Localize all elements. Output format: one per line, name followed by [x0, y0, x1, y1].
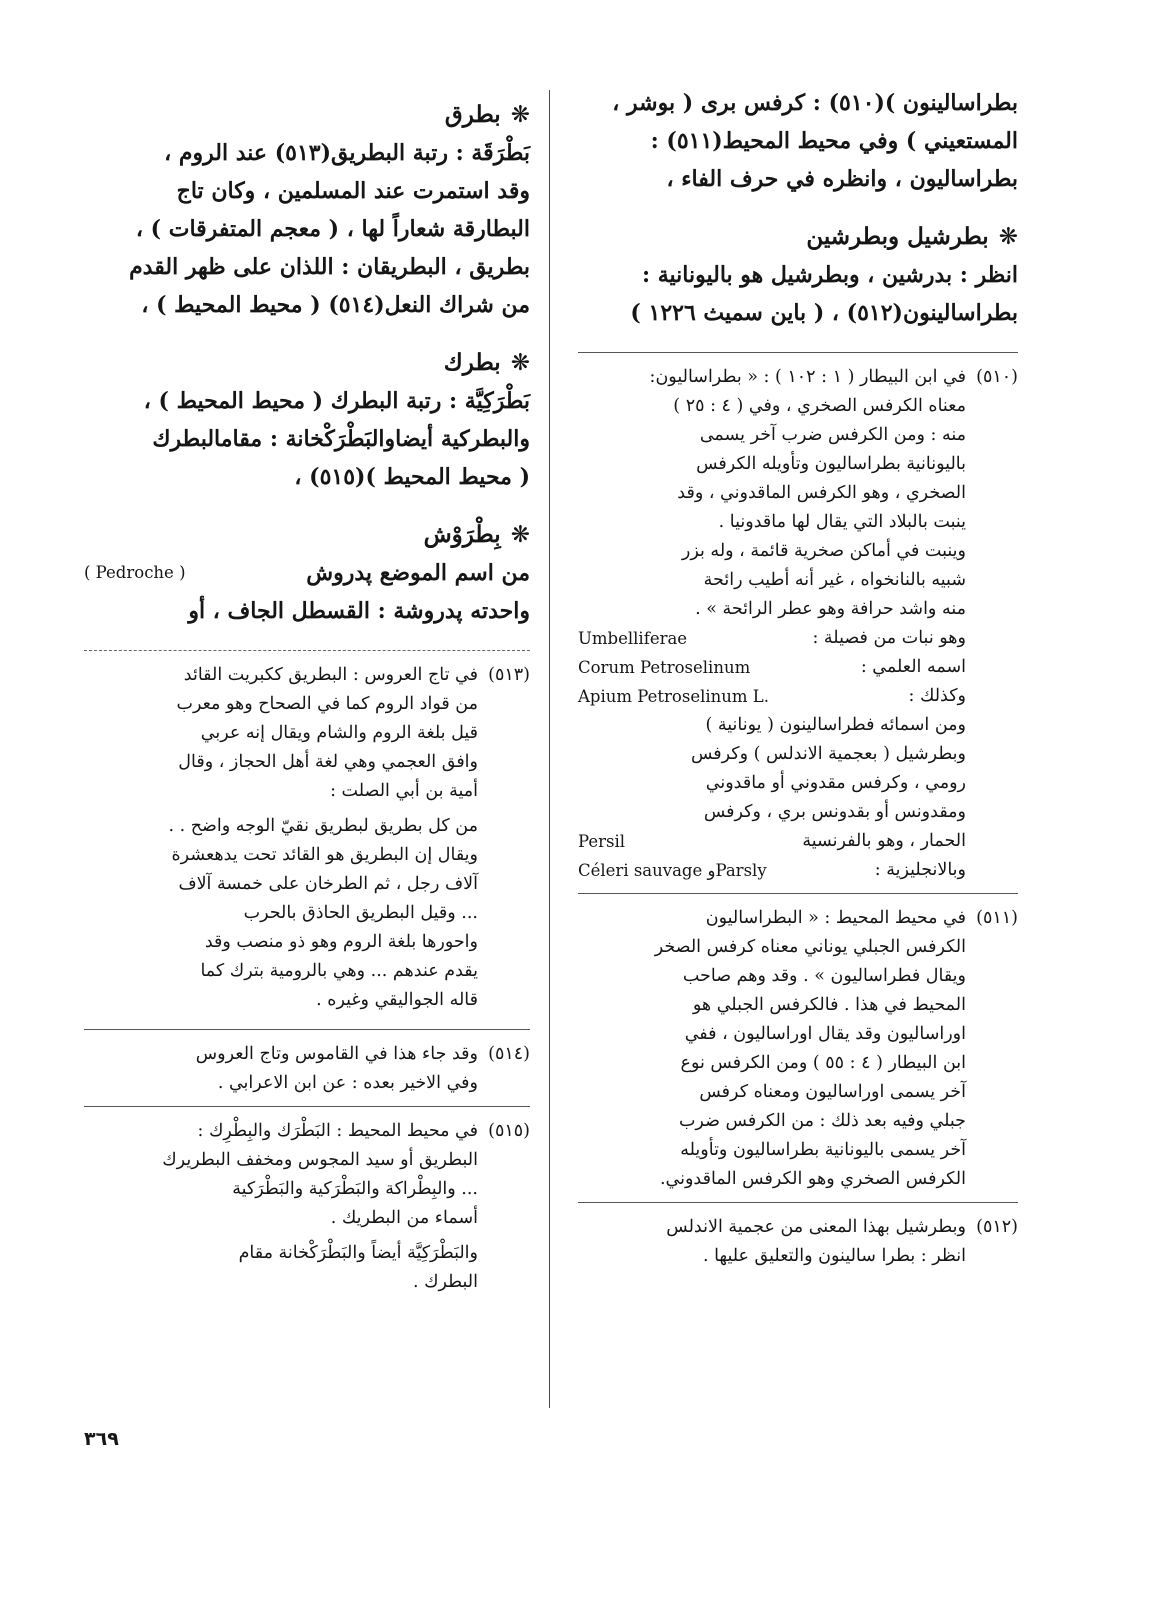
- footnote-line: ... وقيل البطريق الحاذق بالحرب: [243, 903, 478, 923]
- footnote-text: [84, 1117, 478, 1303]
- footnote-line: وقد جاء هذا في القاموس وتاج العروس: [195, 1044, 478, 1064]
- footnote-text: [578, 363, 966, 885]
- entry-batrawsh: [84, 516, 530, 630]
- footnote-line: ويقال فطراساليون » . وقد وهم صاحب: [682, 966, 966, 986]
- entry-line: بَطْرَقَة : رتبة البطريق(٥١٣) عند الروم ،: [164, 140, 530, 166]
- footnote-line: منه واشد حرافة وهو عطر الرائحة » .: [695, 599, 966, 619]
- footnote-line: واحورها بلغة الروم وهو ذو منصب وقد: [204, 932, 478, 952]
- footnote-line: المحيط في هذا . فالكرفس الجبلي هو: [692, 995, 966, 1015]
- footnote-line: ويقال إن البطريق هو القائد تحت يدهعشرة: [171, 845, 478, 865]
- headword-text: بطرشيل وبطرشين: [806, 223, 989, 250]
- botanical-label: وهو نبات من فصيلة :: [812, 628, 966, 648]
- botanical-label: اسمه العلمي :: [860, 657, 966, 677]
- footnote-number: (٥١٤): [488, 1044, 530, 1064]
- botanical-line: [578, 653, 966, 682]
- latin-place-name: ( Pedroche ): [84, 563, 186, 582]
- footnote-line: شبيه بالنانخواه ، غير أنه أطيب رائحة: [703, 570, 966, 590]
- entry-intro: [578, 84, 1018, 198]
- footnote-line: معناه الكرفس الصخري ، وفي ( ٤ : ٢٥ ): [673, 396, 966, 416]
- entry-line: بطراسالينون )(٥١٠) : كرفس برى ( بوشر ،: [612, 90, 1018, 116]
- footnote-separator: [578, 893, 1018, 894]
- footnote-line: يقدم عندهم ... وهي بالرومية بترك كما: [200, 961, 478, 981]
- botanical-label: الحمار ، وهو بالفرنسية: [802, 831, 966, 851]
- footnote-separator: [84, 1029, 530, 1030]
- english-name-1: Parsly: [715, 861, 767, 880]
- botanical-line: [578, 624, 966, 653]
- entry-line: انظر : بدرشين ، وبطرشيل هو باليونانية :: [641, 262, 1018, 288]
- botanical-line: [578, 682, 966, 711]
- footnote-text: [578, 1213, 966, 1271]
- entry-batraq: [84, 96, 530, 324]
- footnote-line: الصخري ، وهو الكرفس الماقدوني ، وقد: [677, 483, 966, 503]
- footnote-line: وينبت في أماكن صخرية قائمة ، وله بزر: [681, 541, 966, 561]
- entry-line-text: من اسم الموضع پدروش: [306, 560, 530, 586]
- botanical-latin: Apium Petroselinum L.: [578, 687, 769, 706]
- footnote-line: وبطرشيل ( بعجمية الاندلس ) وكرفس: [690, 744, 966, 764]
- footnote-line: والبَطْرَكِيَّة أيضاً والبَطْرَكْخانة مقام: [238, 1243, 478, 1263]
- headword-text: بِطْرَوْش: [423, 521, 501, 548]
- column-divider: [549, 90, 550, 1408]
- english-names: [578, 856, 767, 885]
- entry-line: بطراساليون ، وانظره في حرف الفاء ،: [666, 166, 1018, 192]
- entry-line: البطارقة شعاراً لها ، ( معجم المتفرقات ) ،: [135, 216, 530, 242]
- footnote-line: أمية بن أبي الصلت :: [330, 781, 478, 801]
- conjunction: و: [707, 861, 716, 880]
- footnote-line: ينبت بالبلاد التي يقال لها ماقدونيا .: [718, 512, 966, 532]
- english-name-2: Céleri sauvage: [578, 861, 703, 880]
- footnote-number: (٥١٣): [488, 665, 530, 685]
- entry-line: واحدته پدروشة : القسطل الجاف ، أو: [188, 598, 530, 624]
- botanical-latin: Corum Petroselinum: [578, 658, 751, 677]
- entry-line: [84, 554, 530, 592]
- botanical-latin: Umbelliferae: [578, 629, 688, 648]
- footnote-line: ... والبِطْراكة والبَطْرَكية والبَطْرَكية: [232, 1179, 478, 1199]
- headword-text: بطرق: [444, 101, 501, 128]
- footnote-number: (٥١٠): [976, 367, 1018, 387]
- entry-line: وقد استمرت عند المسلمين ، وكان تاج: [176, 178, 530, 204]
- entry-line: والبطركية أيضاوالبَطْرَكْخانة : مقامالبطرك: [152, 426, 530, 452]
- asterisk-icon: ❋: [510, 350, 530, 376]
- footnote-paragraph: [84, 1117, 478, 1233]
- footnote-511: [578, 904, 1018, 1194]
- entry-line: بطريق ، البطريقان : اللذان على ظهر القدم: [129, 254, 530, 280]
- footnote-line: الكرفس الصخري وهو الكرفس الماقدوني.: [659, 1169, 966, 1189]
- botanical-label: وبالانجليزية :: [874, 860, 966, 880]
- footnote-line: من كل بطريق لبطريق نقيّ الوجه واضح . .: [168, 816, 478, 836]
- footnote-line: من قواد الروم كما في الصحاح وهو معرب: [176, 694, 478, 714]
- entry-batrashil: [578, 218, 1018, 332]
- footnote-paragraph: [84, 812, 478, 1015]
- footnote-line: وافق العجمي وهي لغة أهل الحجاز ، وقال: [178, 752, 478, 772]
- footnote-line: باليونانية بطراساليون وتأويله الكرفس: [696, 454, 966, 474]
- footnote-line: في ابن البيطار ( ١ : ١٠٢ ) : « بطراساليون:: [649, 367, 966, 387]
- footnote-512: [578, 1213, 1018, 1271]
- headword: [84, 96, 530, 134]
- entry-line: بَطْرَكِيَّة : رتبة البطرك ( محيط المحيط ) ،: [143, 388, 530, 414]
- entry-line: من شراك النعل(٥١٤) ( محيط المحيط ) ،: [141, 292, 530, 318]
- footnote-paragraph: [84, 661, 478, 806]
- headword: [578, 218, 1018, 256]
- french-name: Persil: [578, 832, 626, 851]
- footnote-line: وفي الاخير بعده : عن ابن الاعرابي .: [217, 1073, 478, 1093]
- footnote-line: آلاف رجل ، ثم الطرخان على خمسة آلاف: [178, 874, 478, 894]
- footnote-510: [578, 363, 1018, 885]
- footnote-number: (٥١٥): [488, 1121, 530, 1141]
- footnote-line: الكرفس الجبلي يوناني معناه كرفس الصخر: [654, 937, 966, 957]
- footnote-separator: [84, 1106, 530, 1107]
- footnote-line: في تاج العروس : البطريق ككبريت القائد: [183, 665, 478, 685]
- headword-text: بطرك: [443, 349, 501, 376]
- footnote-514: [84, 1040, 530, 1098]
- footnote-line: قاله الجواليقي وغيره .: [316, 990, 478, 1010]
- asterisk-icon: ❋: [510, 102, 530, 128]
- footnote-text: [578, 904, 966, 1194]
- footnote-line: في محيط المحيط : البَطْرَك والبِطْرِك :: [197, 1121, 478, 1141]
- footnote-text: [84, 661, 478, 1021]
- footnote-line: أسماء من البطريك .: [330, 1208, 478, 1228]
- footnote-line: في محيط المحيط : « البطراساليون: [705, 908, 966, 928]
- footnote-line: آخر يسمى باليونانية بطراساليون وتأويله: [680, 1140, 966, 1160]
- page-number: ٣٦٩: [84, 1428, 119, 1450]
- footnote-line: ابن البيطار ( ٤ : ٥٥ ) ومن الكرفس نوع: [680, 1053, 966, 1073]
- entry-line: المستعيني ) وفي محيط المحيط(٥١١) :: [650, 128, 1018, 154]
- footnote-line: قيل بلغة الروم والشام ويقال إنه عربي: [200, 723, 478, 743]
- footnote-number: (٥١١): [976, 908, 1018, 928]
- french-name-line: [578, 827, 966, 856]
- footnote-line: انظر : بطرا سالينون والتعليق عليها .: [702, 1246, 966, 1266]
- footnote-line: آخر يسمى اوراساليون ومعناه كرفس: [699, 1082, 966, 1102]
- footnote-line: ومقدونس أو بقدونس بري ، وكرفس: [703, 802, 966, 822]
- footnote-divider: [578, 352, 1018, 353]
- asterisk-icon: ❋: [998, 224, 1018, 250]
- footnote-divider: [84, 650, 530, 651]
- entry-batrak: [84, 344, 530, 496]
- footnote-line: منه : ومن الكرفس ضرب آخر يسمى: [699, 425, 966, 445]
- footnote-number: (٥١٢): [976, 1217, 1018, 1237]
- footnote-line: البطريق أو سيد المجوس ومخفف البطريرك: [162, 1150, 478, 1170]
- asterisk-icon: ❋: [510, 522, 530, 548]
- entry-line: ( محيط المحيط )(٥١٥) ،: [294, 464, 530, 490]
- footnote-separator: [578, 1202, 1018, 1203]
- footnote-line: اوراساليون وقد يقال اوراساليون ، ففي: [684, 1024, 966, 1044]
- footnote-line: البطرك .: [412, 1272, 478, 1292]
- footnote-paragraph: [84, 1239, 478, 1297]
- headword: [84, 516, 530, 554]
- footnote-line: وبطرشيل بهذا المعنى من عجمية الاندلس: [666, 1217, 966, 1237]
- right-column: [578, 84, 1018, 1279]
- entry-line: بطراسالينون(٥١٢) ، ( باين سميث ١٢٢٦ ): [630, 300, 1018, 326]
- headword: [84, 344, 530, 382]
- footnote-513: [84, 661, 530, 1021]
- footnote-line: جبلي وفيه بعد ذلك : من الكرفس ضرب: [678, 1111, 966, 1131]
- footnote-line: رومي ، وكرفس مقدوني أو ماقدوني: [705, 773, 966, 793]
- footnote-text: [84, 1040, 478, 1098]
- footnote-515: [84, 1117, 530, 1303]
- botanical-label: وكذلك :: [908, 686, 966, 706]
- english-name-line: [578, 856, 966, 885]
- left-column: [84, 96, 530, 1311]
- footnote-line: ومن اسمائه فطراسالينون ( يونانية ): [705, 715, 966, 735]
